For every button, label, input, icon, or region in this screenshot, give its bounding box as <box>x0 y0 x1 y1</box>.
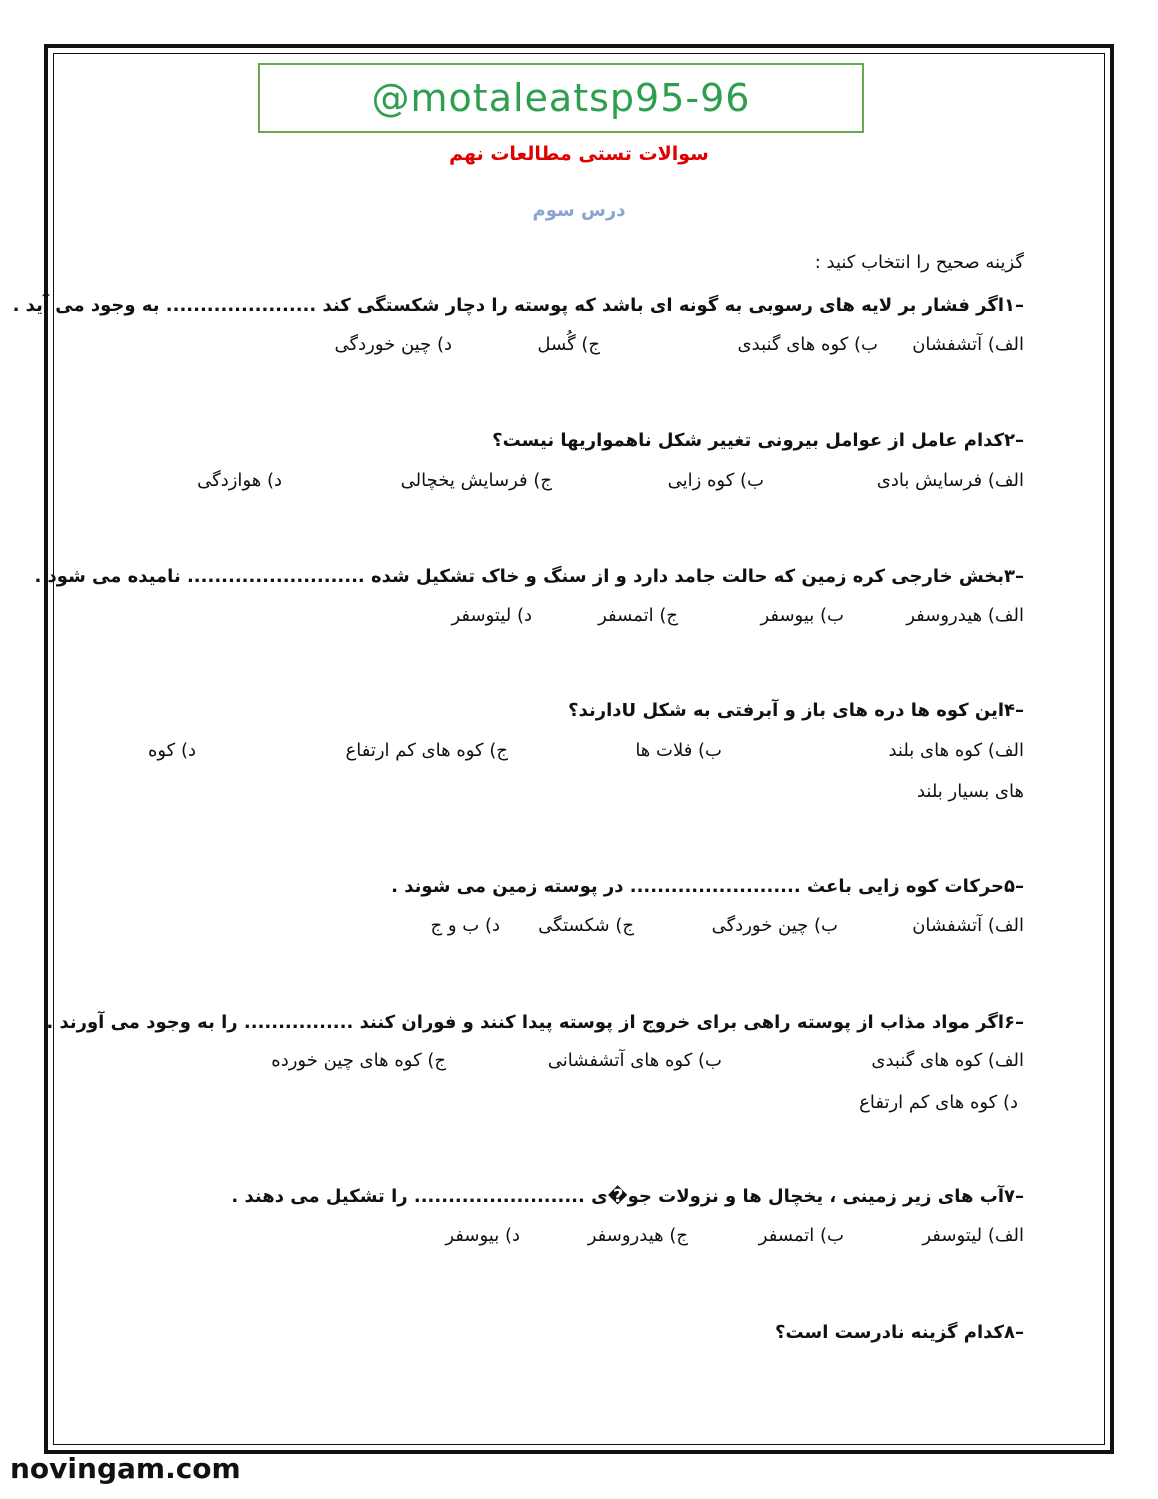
question-6: –۶اگر مواد مذاب از پوسته راهی برای خروج از پوسته پیدا کنند و فوران کنند ................ را به وجود می آورند . <box>46 1012 1024 1033</box>
q3-option-d: د) لیتوسفر <box>451 605 532 626</box>
question-8: –۸کدام گزینه نادرست است؟ <box>775 1322 1024 1343</box>
q1-option-c: ج) گُسل <box>537 334 600 355</box>
q6-option-a: الف) کوه های گنبدی <box>871 1050 1024 1071</box>
q7-option-b: ب) اتمسفر <box>758 1225 844 1246</box>
q6-option-c: ج) کوه های چین خورده <box>271 1050 446 1071</box>
page-title: سوالات تستی مطالعات نهم <box>449 143 709 165</box>
question-5: –۵حرکات کوه زایی باعث ......................... در پوسته زمین می شوند . <box>391 876 1024 897</box>
channel-handle: @motaleatsp95-96 <box>371 76 751 120</box>
q4-option-d: د) کوه <box>147 740 196 761</box>
q4-option-b: ب) فلات ها <box>635 740 722 761</box>
q1-option-d: د) چین خوردگی <box>334 334 452 355</box>
q2-option-a: الف) فرسایش بادی <box>876 470 1024 491</box>
q2-option-b: ب) کوه زایی <box>667 470 764 491</box>
q3-option-b: ب) بیوسفر <box>760 605 844 626</box>
q7-option-a: الف) لیتوسفر <box>922 1225 1024 1246</box>
question-1: –۱اگر فشار بر لایه های رسوبی به گونه ای باشد که پوسته را دچار شکستگی کند ...................... به وجود می آید . <box>12 295 1024 316</box>
q5-option-b: ب) چین خوردگی <box>711 915 838 936</box>
lesson-title: درس سوم <box>532 200 626 221</box>
q4-option-c: ج) کوه های کم ارتفاع <box>345 740 508 761</box>
footer-site-name: novingam.com <box>10 1452 241 1485</box>
instruction-text: گزینه صحیح را انتخاب کنید : <box>814 252 1024 273</box>
q3-option-c: ج) اتمسفر <box>598 605 678 626</box>
q5-option-d: د) ب و ج <box>430 915 500 936</box>
question-4: –۴این کوه ها دره های باز و آبرفتی به شکل Uدارند؟ <box>568 700 1024 721</box>
question-3: –۳بخش خارجی کره زمین که حالت جامد دارد و از سنگ و خاک تشکیل شده .......................... نامیده می شود . <box>34 566 1024 587</box>
q6-option-d: د) کوه های کم ارتفاع <box>859 1092 1018 1113</box>
q6-option-b: ب) کوه های آتشفشانی <box>547 1050 722 1071</box>
q3-option-a: الف) هیدروسفر <box>906 605 1024 626</box>
q1-option-a: الف) آتشفشان <box>912 334 1024 355</box>
question-2: –۲کدام عامل از عوامل بیرونی تغییر شکل ناهمواریها نیست؟ <box>492 430 1024 451</box>
q2-option-c: ج) فرسایش یخچالی <box>400 470 552 491</box>
q1-option-b: ب) کوه های گنبدی <box>737 334 878 355</box>
q7-option-d: د) بیوسفر <box>445 1225 520 1246</box>
q2-option-d: د) هوازدگی <box>197 470 282 491</box>
q4-option-a: الف) کوه های بلند <box>888 740 1024 761</box>
question-7: –۷آب های زیر زمینی ، یخچال ها و نزولات جو�ی ......................... را تشکیل می دهند . <box>231 1186 1024 1207</box>
q5-option-a: الف) آتشفشان <box>912 915 1024 936</box>
q5-option-c: ج) شکستگی <box>538 915 634 936</box>
q7-option-c: ج) هیدروسفر <box>587 1225 688 1246</box>
q4-option-d-continuation: های بسیار بلند <box>916 781 1024 802</box>
